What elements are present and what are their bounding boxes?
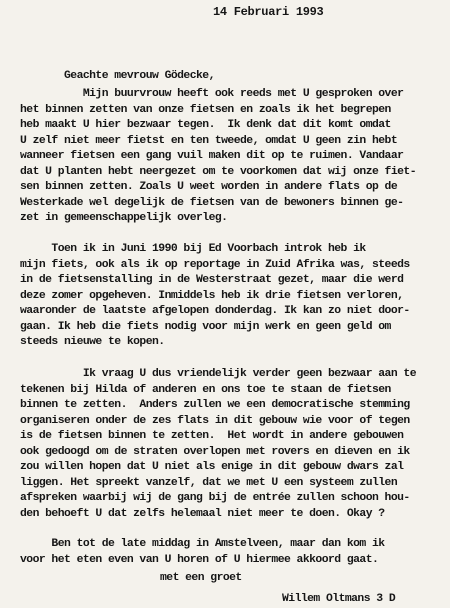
text-line: sen binnen zetten. Zoals U weet worden in andere flats op de <box>20 181 398 194</box>
text-line: het binnen zetten van onze fietsen en zoals ik het begrepen <box>20 103 391 116</box>
text-line: Mijn buurvrouw heeft ook reeds met U gesproken over <box>20 88 404 100</box>
text-line: afspreken waarbij wij de gang bij de entrée zullen schoon hou- <box>20 492 410 505</box>
text-line: Ik vraag U dus vriendelijk verder geen bezwaar aan te <box>20 368 416 380</box>
text-line: dat U planten hebt neergezet om te voorkomen dat wij onze fiet- <box>20 165 416 178</box>
text-line: Westerkade wel degelijk de fietsen van de bewoners binnen ge- <box>20 196 404 209</box>
text-line: voor het eten even van U horen of U hiermee akkoord gaat. <box>20 553 379 566</box>
text-line: in de fietsenstalling in de Westerstraat gezet, maar die werd <box>20 274 404 287</box>
text-line: is de fietsen binnen te zetten. Het wordt in andere gebouwen <box>20 430 404 443</box>
text-line: liggen. Het spreekt vanzelf, dat we met U een systeem zullen <box>20 476 398 489</box>
paragraph-1 <box>20 87 450 227</box>
text-line: ook gedoogd om de straten overlopen met rovers en dieven en ik <box>20 445 410 458</box>
text-line: zou willen hopen dat U niet als enige in dit gebouw dwars zal <box>20 461 404 474</box>
letter-greeting: Geachte mevrouw Gödecke, <box>64 70 215 82</box>
paragraph-2 <box>20 242 450 351</box>
text-line: deze zomer opgeheven. Inmiddels heb ik drie fietsen verloren, <box>20 289 404 302</box>
text-line: binnen te zetten. Anders zullen we een democratische stemming <box>20 399 410 412</box>
text-line: Ben tot de late middag in Amstelveen, maar dan kom ik <box>20 538 385 550</box>
text-line: gaan. Ik heb die fiets nodig voor mijn werk en geen geld om <box>20 320 391 333</box>
text-line: waaronder de laatste afgelopen donderdag. Ik kan zo niet door- <box>20 305 410 318</box>
text-line: wanneer fietsen een gang vuil maken dit op te ruimen. Vandaar <box>20 150 404 163</box>
text-line: organiseren onder de zes flats in dit gebouw wie voor of tegen <box>20 414 410 427</box>
paragraph-4 <box>20 537 450 568</box>
text-line: U zelf niet meer fietst en ten tweede, omdat U geen zin hebt <box>20 134 398 147</box>
paragraph-3 <box>20 367 450 522</box>
text-line: steeds nieuwe te kopen. <box>20 336 165 349</box>
text-line: tekenen bij Hilda of anderen en ons toe te staan de fietsen <box>20 383 391 396</box>
letter-closing: met een groet <box>160 572 242 584</box>
text-line: den behoeft U dat zelfs helemaal niet meer te doen. Okay ? <box>20 507 385 520</box>
text-line: zet in gemeenschappelijk overleg. <box>20 212 228 225</box>
letter-date: 14 Februari 1993 <box>213 5 324 19</box>
letter-signature: Willem Oltmans 3 D <box>282 593 396 605</box>
text-line: heb maakt U hier bezwaar tegen. Ik denk dat dit komt omdat <box>20 119 391 132</box>
text-line: Toen ik in Juni 1990 bij Ed Voorbach introk heb ik <box>20 243 366 255</box>
text-line: mijn fiets, ook als ik op reportage in Zuid Afrika was, steeds <box>20 258 410 271</box>
